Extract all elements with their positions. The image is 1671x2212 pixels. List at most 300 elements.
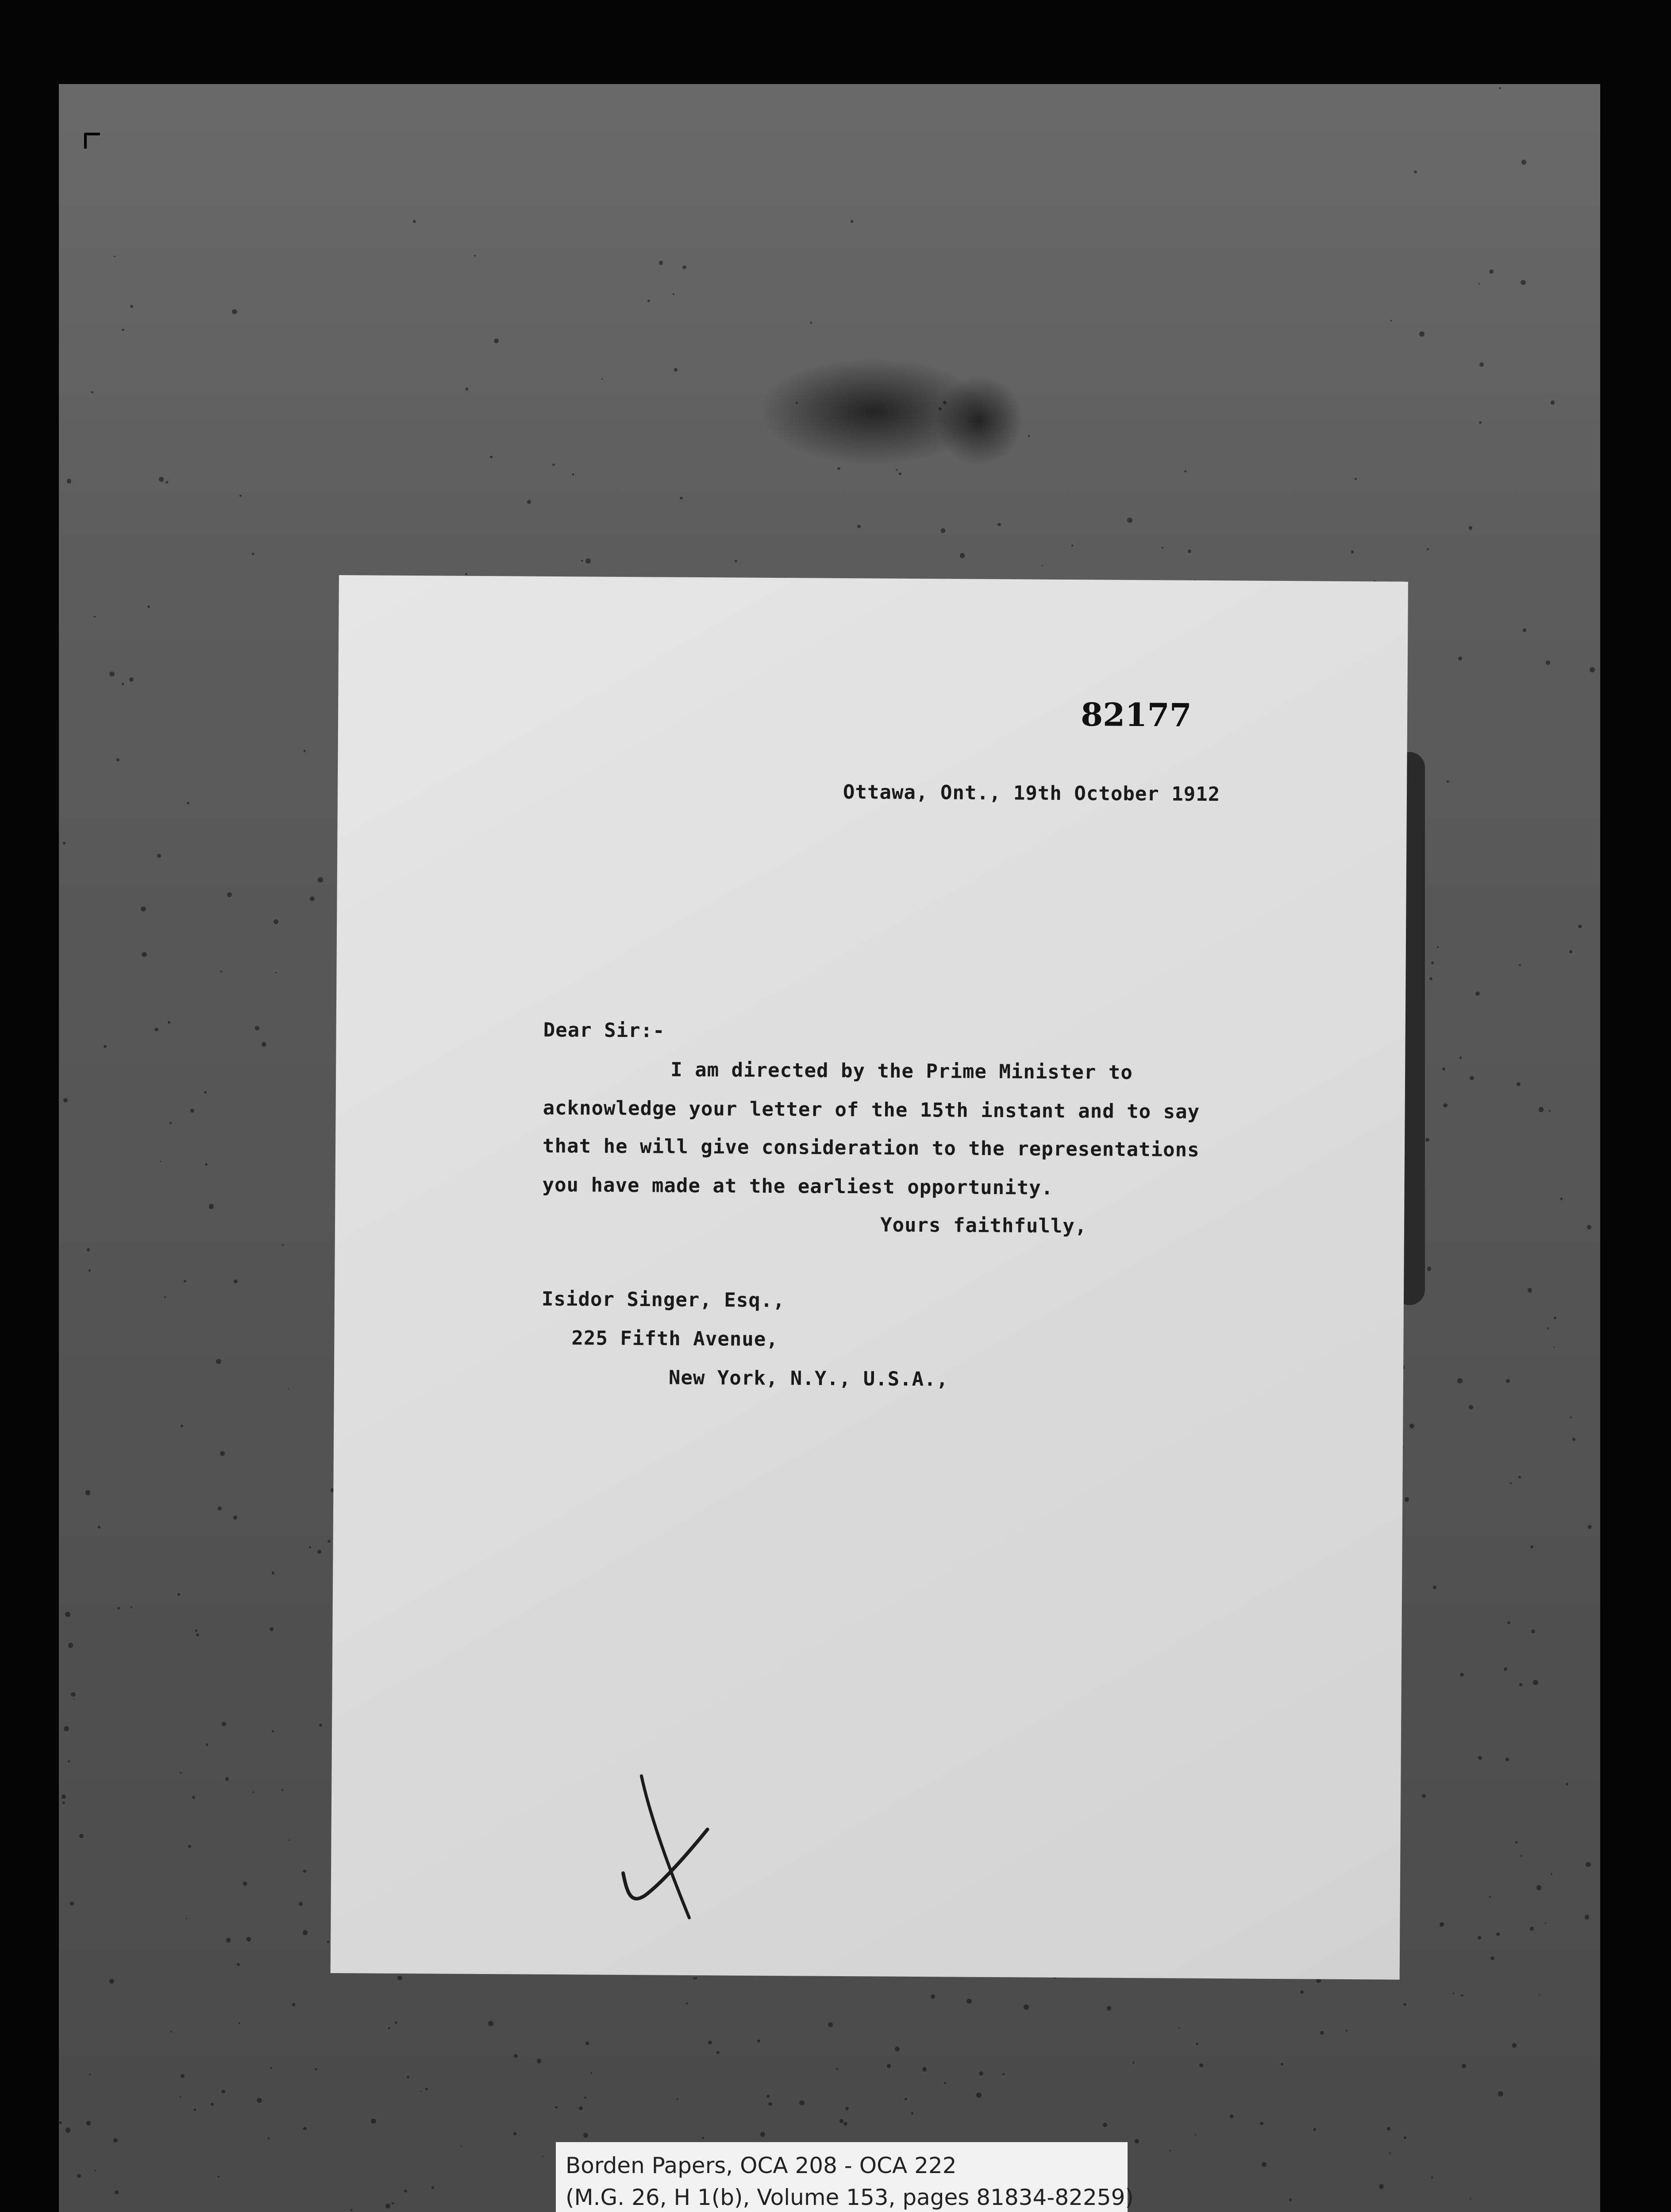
speckle — [196, 1633, 199, 1636]
speckle — [513, 2132, 517, 2135]
speckle — [1127, 518, 1132, 523]
speckle — [385, 2204, 390, 2208]
speckle — [113, 2138, 118, 2143]
speckle — [1433, 1586, 1436, 1589]
speckle — [1260, 2122, 1264, 2126]
speckle — [488, 2021, 493, 2026]
speckle — [960, 553, 965, 558]
board-stain — [935, 376, 1024, 465]
speckle — [1195, 2134, 1196, 2135]
speckle — [63, 842, 65, 845]
speckle — [181, 2074, 185, 2078]
speckle — [1461, 1994, 1463, 1997]
speckle — [1320, 2031, 1324, 2035]
speckle — [1103, 2123, 1107, 2127]
speckle — [67, 479, 72, 484]
speckle — [837, 467, 840, 470]
speckle — [68, 1760, 70, 1763]
speckle — [851, 220, 854, 223]
speckle — [474, 255, 476, 257]
speckle — [1470, 1076, 1474, 1080]
speckle — [1457, 1378, 1463, 1383]
speckle — [225, 1777, 229, 1781]
speckle — [130, 305, 133, 308]
speckle — [1351, 550, 1354, 553]
speckle — [70, 1901, 74, 1906]
speckle — [232, 309, 237, 315]
speckle — [1419, 331, 1425, 337]
speckle — [289, 1839, 290, 1841]
body-line: acknowledge your letter of the 15th instant and to say — [543, 1096, 1200, 1123]
speckle — [246, 1937, 251, 1941]
speckle — [1281, 2063, 1283, 2066]
speckle — [122, 683, 124, 685]
speckle — [585, 2042, 589, 2045]
speckle — [257, 2098, 262, 2103]
speckle — [461, 2146, 462, 2147]
speckle — [682, 265, 686, 269]
speckle — [465, 573, 467, 575]
speckle — [1478, 1936, 1481, 1939]
speckle — [1528, 1288, 1532, 1292]
speckle — [59, 2121, 62, 2124]
speckle — [1566, 1783, 1569, 1786]
salutation: Dear Sir:- — [543, 1018, 665, 1042]
speckle — [1196, 2043, 1198, 2045]
speckle — [181, 1425, 183, 1427]
speckle — [192, 1796, 195, 1799]
speckle — [222, 1722, 226, 1726]
speckle — [114, 256, 115, 257]
speckle — [299, 1902, 303, 1906]
speckle — [1479, 421, 1482, 424]
speckle — [1479, 362, 1484, 367]
speckle — [1536, 1885, 1541, 1890]
speckle — [104, 1045, 107, 1048]
speckle — [1533, 1680, 1538, 1685]
speckle — [542, 2156, 543, 2157]
speckle — [1521, 160, 1526, 164]
speckle — [1071, 545, 1073, 546]
speckle — [170, 2031, 172, 2032]
speckle — [425, 2088, 428, 2090]
speckle — [1414, 170, 1417, 174]
speckle — [1262, 2162, 1267, 2167]
speckle — [537, 2058, 542, 2063]
speckle — [221, 2090, 225, 2093]
speckle — [87, 1248, 90, 1252]
speckle — [1289, 2198, 1292, 2201]
speckle — [1505, 1758, 1509, 1761]
frame-corner-mark — [84, 133, 100, 149]
speckle — [270, 2067, 272, 2069]
speckle — [89, 2074, 91, 2076]
closing: Yours faithfully, — [880, 1214, 1087, 1238]
speckle — [122, 329, 124, 331]
speckle — [702, 2137, 704, 2139]
speckle — [1169, 2150, 1171, 2152]
speckle — [1107, 2006, 1111, 2010]
speckle — [281, 1789, 283, 1791]
speckle — [1539, 1107, 1544, 1112]
speckle — [1429, 977, 1432, 980]
speckle — [1405, 1497, 1409, 1502]
speckle — [262, 1042, 267, 1047]
speckle — [1539, 1994, 1540, 1996]
speckle — [1409, 1424, 1414, 1429]
speckle — [1440, 1922, 1444, 1927]
speckle — [255, 1026, 259, 1030]
speckle — [796, 402, 798, 404]
speckle — [142, 952, 147, 957]
speckle — [270, 1627, 273, 1631]
speckle — [579, 2106, 583, 2110]
speckle — [1496, 1932, 1500, 1936]
speckle — [1510, 1482, 1512, 1484]
speckle — [686, 2002, 688, 2004]
speckle — [86, 2121, 91, 2126]
speckle — [317, 1550, 321, 1554]
speckle — [392, 2202, 394, 2204]
address-line: 225 Fifth Avenue, — [571, 1327, 778, 1351]
speckle — [206, 1743, 208, 1746]
speckle — [91, 391, 93, 393]
speckle — [673, 293, 674, 295]
reference-line-2: (M.G. 26, H 1(b), Volume 153, pages 81834-82259) — [566, 2185, 1134, 2210]
speckle — [1387, 2127, 1390, 2131]
speckle — [68, 1643, 73, 1648]
speckle — [1313, 2128, 1316, 2131]
speckle — [62, 1794, 66, 1799]
speckle — [1028, 435, 1030, 437]
speckle — [73, 1698, 74, 1700]
speckle — [1459, 1056, 1462, 1059]
speckle — [585, 558, 591, 564]
speckle — [1478, 283, 1480, 285]
speckle — [116, 758, 119, 761]
speckle — [177, 1593, 180, 1596]
speckle — [583, 2133, 588, 2138]
speckle — [843, 2122, 847, 2126]
speckle — [1184, 470, 1186, 472]
speckle — [204, 1091, 207, 1094]
speckle — [190, 1109, 194, 1113]
speckle — [1531, 1629, 1535, 1633]
speckle — [1546, 661, 1550, 665]
speckle — [647, 300, 650, 302]
speckle — [1504, 1667, 1508, 1671]
speckle — [1578, 925, 1582, 928]
speckle — [227, 892, 232, 897]
speckle — [966, 1999, 971, 2004]
speckle — [327, 1941, 329, 1943]
speckle — [1588, 1525, 1592, 1529]
speckle — [1462, 2064, 1466, 2068]
typed-letter — [331, 575, 1408, 1980]
speckle — [157, 854, 161, 858]
speckle — [303, 1870, 306, 1873]
speckle — [303, 1930, 308, 1936]
speckle — [693, 1978, 695, 1979]
speckle — [1530, 1927, 1534, 1931]
speckle — [1518, 1476, 1521, 1479]
speckle — [1458, 657, 1462, 661]
speckle — [186, 1918, 187, 1919]
speckle — [1475, 991, 1480, 996]
speckle — [1199, 2063, 1203, 2067]
speckle — [1404, 2136, 1406, 2139]
speckle — [273, 919, 278, 924]
speckle — [1570, 1417, 1572, 1418]
speckle — [431, 2186, 434, 2189]
speckle — [1002, 2073, 1005, 2075]
speckle — [319, 1724, 322, 1727]
speckle — [275, 972, 277, 974]
speckle — [1042, 565, 1043, 566]
speckle — [1490, 1956, 1495, 1961]
speckle — [315, 2068, 317, 2070]
speckle — [931, 1994, 935, 1999]
body-line: I am directed by the Prime Minister to — [670, 1058, 1133, 1084]
speckle — [677, 2098, 678, 2100]
speckle — [708, 2041, 712, 2045]
speckle — [1437, 946, 1439, 948]
speckle — [350, 2209, 353, 2211]
speckle — [160, 1161, 161, 1162]
speckle — [1521, 280, 1525, 285]
speckle — [1469, 526, 1473, 530]
speckle — [514, 2054, 518, 2058]
speckle — [129, 677, 134, 682]
speckle — [922, 2067, 927, 2072]
speckle — [180, 2096, 181, 2097]
speckle — [1178, 2027, 1180, 2028]
speckle — [1389, 2152, 1391, 2154]
speckle — [1586, 1862, 1590, 1867]
speckle — [680, 497, 683, 500]
speckle — [1506, 1379, 1510, 1383]
address-line: Isidor Singer, Esq., — [541, 1287, 785, 1312]
speckle — [899, 472, 901, 475]
speckle — [527, 500, 531, 504]
speckle — [194, 2108, 196, 2111]
speckle — [218, 1506, 222, 1510]
speckle — [839, 2119, 843, 2123]
speckle — [659, 261, 663, 265]
speckle — [1442, 1068, 1445, 1071]
speckle — [220, 971, 222, 972]
speckle — [1519, 964, 1521, 966]
speckle — [253, 1791, 254, 1793]
speckle — [1390, 320, 1392, 321]
speckle — [180, 1772, 181, 1774]
speckle — [216, 1359, 221, 1364]
speckle — [911, 2112, 914, 2115]
speckle — [388, 2027, 390, 2029]
speckle — [226, 1938, 231, 1943]
speckle — [735, 560, 737, 562]
handwritten-check-mark — [614, 1763, 716, 1922]
speckle — [187, 802, 189, 805]
speckle — [1549, 1110, 1551, 1112]
speckle — [1547, 1327, 1549, 1329]
speckle — [309, 1546, 311, 1548]
speckle — [395, 2021, 397, 2024]
speckle — [674, 368, 678, 372]
speckle — [288, 1388, 289, 1390]
speckle — [62, 1801, 65, 1804]
speckle — [1560, 1198, 1563, 1200]
speckle — [1188, 549, 1191, 553]
speckle — [1515, 1841, 1517, 1843]
speckle — [205, 1163, 208, 1166]
speckle — [327, 1540, 331, 1543]
speckle — [109, 672, 114, 676]
speckle — [243, 1882, 247, 1886]
speckle — [233, 1516, 237, 1520]
speckle — [1346, 2030, 1348, 2032]
speckle — [591, 2072, 593, 2074]
reference-label — [556, 2142, 1134, 2212]
speckle — [168, 1021, 170, 1024]
speckle — [94, 616, 96, 618]
speckle — [1553, 1347, 1555, 1348]
speckle — [1135, 2139, 1139, 2143]
speckle — [466, 388, 468, 390]
speckle — [64, 1726, 69, 1731]
speckle — [1499, 87, 1501, 89]
speckle — [799, 2101, 805, 2106]
speckle — [95, 2170, 96, 2171]
speckle — [272, 1730, 274, 1733]
speckle — [272, 1571, 275, 1575]
speckle — [1379, 2184, 1384, 2189]
speckle — [695, 1977, 697, 1979]
speckle — [63, 1098, 68, 1102]
speckle — [397, 1976, 402, 1980]
speckle — [887, 2064, 891, 2068]
speckle — [1443, 1103, 1448, 1108]
speckle — [1545, 1922, 1546, 1924]
speckle — [1507, 1621, 1510, 1624]
speckle — [857, 525, 861, 528]
speckle — [98, 1526, 100, 1528]
speckle — [490, 456, 493, 458]
speckle — [131, 1606, 132, 1608]
speckle — [268, 2137, 270, 2139]
speckle — [905, 2098, 907, 2101]
speckle — [154, 1028, 158, 1031]
speckle — [79, 1834, 84, 1838]
speckle — [943, 401, 947, 404]
speckle — [766, 2095, 770, 2098]
speckle — [896, 469, 897, 471]
speckle — [1521, 1855, 1522, 1857]
speckle — [77, 2174, 81, 2178]
speckle — [1460, 1673, 1464, 1677]
speckle — [1512, 2043, 1517, 2047]
speckle — [1162, 547, 1164, 549]
speckle — [310, 896, 315, 901]
speckle — [371, 2119, 376, 2124]
speckle — [836, 2068, 838, 2070]
speckle — [115, 2190, 119, 2194]
speckle — [1489, 269, 1494, 274]
speckle — [1427, 1267, 1432, 1271]
speckle — [211, 2103, 214, 2106]
speckle — [159, 477, 164, 482]
speckle — [979, 2071, 983, 2076]
speckle — [584, 2097, 586, 2098]
speckle — [71, 1692, 76, 1697]
reference-line-1: Borden Papers, OCA 208 - OCA 222 — [566, 2153, 957, 2178]
speckle — [828, 2022, 833, 2027]
speckle — [1551, 400, 1555, 405]
speckle — [581, 560, 584, 562]
speckle — [303, 2127, 306, 2130]
speckle — [195, 1629, 198, 1632]
speckle — [1498, 2091, 1503, 2097]
speckle — [407, 2076, 409, 2078]
speckle — [1422, 1794, 1426, 1798]
speckle — [117, 1607, 120, 1609]
speckle — [1590, 667, 1595, 672]
speckle — [239, 495, 242, 497]
speckle — [304, 750, 306, 752]
speckle — [1478, 1756, 1482, 1760]
speckle — [1300, 1990, 1304, 1994]
speckle — [555, 2106, 557, 2108]
speckle — [420, 2091, 421, 2092]
speckle — [572, 473, 574, 475]
speckle — [1230, 2114, 1233, 2118]
speckle — [1530, 1545, 1533, 1548]
speckle — [220, 1451, 225, 1456]
speckle — [169, 1122, 172, 1125]
speckle — [318, 877, 323, 883]
speckle — [184, 1280, 186, 1283]
speckle — [810, 322, 812, 323]
speckle — [1489, 1896, 1491, 1898]
speckle — [1355, 478, 1357, 480]
speckle — [1587, 1225, 1591, 1229]
speckle — [282, 1244, 284, 1246]
address-line: New York, N.Y., U.S.A., — [668, 1366, 949, 1391]
speckle — [292, 2003, 295, 2006]
speckle — [237, 1963, 240, 1966]
date-line: Ottawa, Ont., 19th October 1912 — [843, 780, 1221, 806]
speckle — [941, 528, 945, 533]
speckle — [164, 1296, 166, 1298]
speckle — [1554, 1317, 1556, 1319]
speckle — [601, 378, 603, 380]
speckle — [1469, 1405, 1473, 1409]
speckle — [413, 220, 416, 223]
body-line: that he will give consideration to the representations — [542, 1134, 1200, 1161]
speckle — [85, 1490, 90, 1495]
speckle — [716, 2051, 720, 2054]
speckle — [1519, 1683, 1523, 1686]
speckle — [1569, 950, 1572, 953]
speckle — [404, 2189, 407, 2193]
speckle — [757, 2039, 760, 2043]
speckle — [494, 338, 499, 343]
speckle — [845, 2107, 849, 2110]
speckle — [1585, 1915, 1590, 1920]
speckle — [109, 1979, 114, 1984]
speckle — [65, 1612, 70, 1617]
speckle — [1551, 1873, 1552, 1875]
